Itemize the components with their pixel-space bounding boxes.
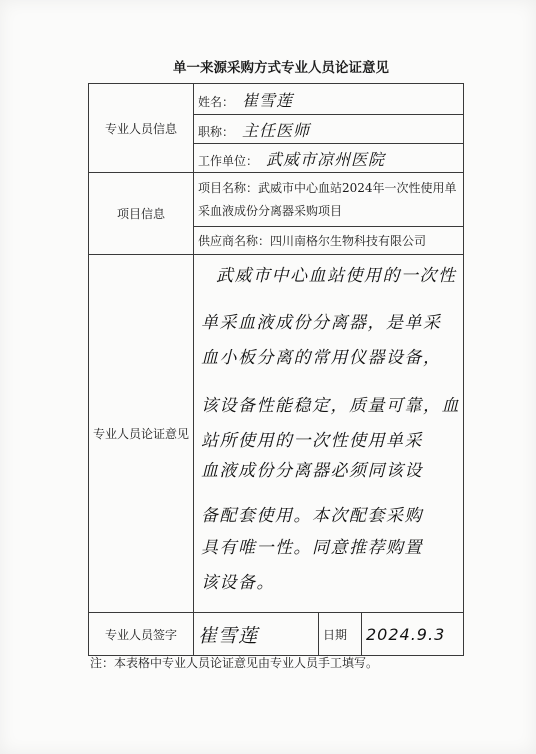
opinion-line: 该设备。: [201, 573, 275, 593]
project-info-label: 项目信息: [89, 173, 194, 255]
footnote: 注：本表格中专业人员论证意见由专业人员手工填写。: [90, 656, 379, 670]
work-unit-value: 武威市凉州医院: [266, 149, 386, 169]
supplier-value: 四川南格尔生物科技有限公司: [270, 234, 427, 248]
project-name-value: 武威市中心血站2024年一次性使用单采血液成份分离器采购项目: [198, 180, 457, 218]
name-label: 姓名：: [198, 94, 235, 109]
name-value: 崔雪莲: [242, 90, 294, 110]
opinion-line: 具有唯一性。同意推荐购置: [201, 538, 423, 558]
signature-value: 崔雪莲: [194, 613, 319, 656]
signature-label: 专业人员签字: [89, 613, 194, 656]
opinion-line: 该设备性能稳定，质量可靠，血: [201, 396, 460, 416]
document-title: 单一来源采购方式专业人员论证意见: [173, 60, 389, 76]
opinion-line: 血小板分离的常用仪器设备，: [201, 348, 442, 368]
supplier-row: [194, 227, 464, 255]
title-row: [194, 115, 464, 144]
work-unit-row: [194, 144, 464, 173]
opinion-line: 武威市中心血站使用的一次性: [216, 266, 457, 286]
name-row: [194, 84, 464, 115]
project-name-row: [194, 173, 464, 227]
supplier-label: 供应商名称：: [198, 234, 271, 248]
work-unit-label: 工作单位：: [198, 153, 259, 168]
opinion-line: 站所使用的一次性使用单采: [201, 431, 423, 451]
title-label: 职称：: [198, 124, 235, 139]
opinion-line: 血液成份分离器必须同该设: [201, 461, 423, 481]
project-name-label: 项目名称：: [198, 180, 259, 195]
opinion-line: 单采血液成份分离器，是单采: [201, 313, 442, 333]
opinion-label: 专业人员论证意见: [89, 255, 194, 613]
title-value: 主任医师: [242, 120, 311, 140]
date-value: 2024.9.3: [362, 613, 464, 656]
opinion-content: [194, 255, 464, 613]
date-label: 日期: [319, 613, 362, 656]
opinion-line: 备配套使用。本次配套采购: [201, 506, 423, 526]
opinion-form-table: [88, 83, 464, 656]
expert-info-label: 专业人员信息: [89, 84, 194, 173]
